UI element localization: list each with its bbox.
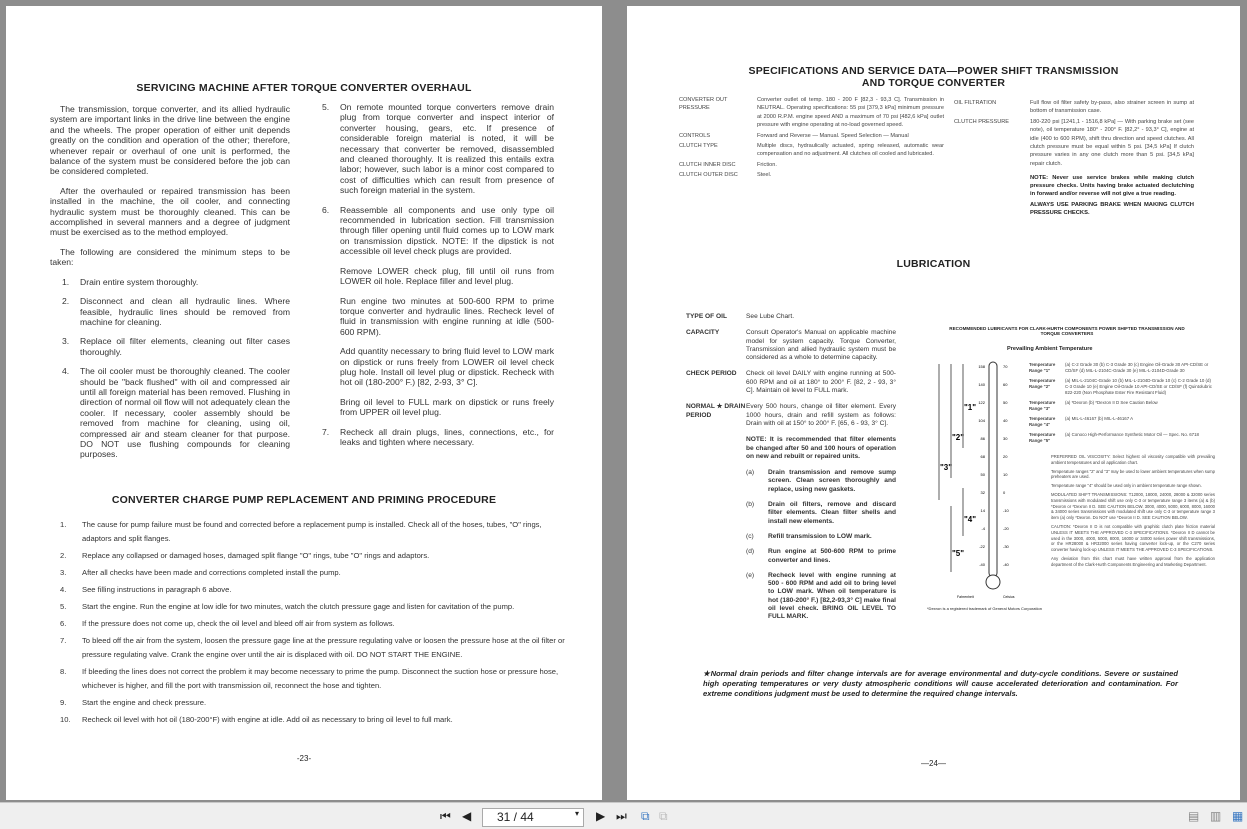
range-label: Temperature Range "4" — [1029, 416, 1056, 427]
fahrenheit-tick: 122 — [978, 400, 985, 405]
first-page-button[interactable]: ⏮ — [440, 809, 451, 823]
item-text: On remote mounted torque converters remove drain plug from torque converter and inspect interior of converter housing, gears, etc. If presence of considerable foreign material is noted, it will be necessary that converter be removed, disassembled and cleaned thoroughly. It is realized this entails extra labor; however, such labor is a minor cost compared to cost of difficulties which can result from presence of such foreign material in the system. — [340, 102, 554, 196]
list-item — [60, 566, 566, 580]
thermometer-tube — [989, 362, 997, 577]
lube-value: Every 500 hours, change oil filter element. Every 1000 hours, drain and refill system as follows: Drain with oil at 150° to 200° F. [65, 6 - 93, 3° C]. — [746, 403, 896, 427]
celsius-tick: 50 — [1003, 400, 1008, 405]
lubrication-title: LUBRICATION — [896, 258, 971, 270]
list-item — [322, 205, 554, 257]
chart-note: Any deviation from this chart must have written approval from the application department of the Clark-Hurth Components Engineering and Marketing Department. — [1051, 555, 1215, 567]
steps-left — [62, 277, 290, 460]
lube-label: CHECK PERIOD — [686, 370, 737, 378]
page-number-value: 31 / 44 — [497, 810, 534, 824]
spec-label: CLUTCH INNER DISC — [679, 161, 736, 168]
range-number: "2" — [952, 433, 965, 442]
list-item — [60, 518, 566, 546]
page-title: SPECIFICATIONS AND SERVICE DATA—POWER SHIFT TRANSMISSION — [748, 65, 1119, 77]
list-item — [62, 336, 290, 357]
item-number: 4. — [62, 366, 70, 377]
lube-step — [746, 548, 896, 565]
range-label: Temperature Range "2" — [1029, 378, 1056, 389]
chart-footnote: *Dexron is a registered trademark of General Motors Corporation — [927, 606, 1042, 611]
item-text: Drain entire system thoroughly. — [80, 276, 199, 287]
step-letter: (a) — [746, 469, 755, 477]
range-label: Temperature Range "1" — [1029, 362, 1056, 373]
item-text: If the pressure does not come up, check the oil level and bleed off air from system as follows. — [82, 619, 395, 628]
spec-label: CONVERTER OUT PRESSURE — [679, 97, 728, 112]
item-text: The cause for pump failure must be found and corrected before a replacement pump is installed. Check all of the hoses, tubes, "O" rings, adaptors and split flanges. — [82, 520, 542, 543]
lube-label: CAPACITY — [686, 329, 720, 337]
item-text: Bring oil level to FULL mark on dipstick or runs freely from UPPER oil level plug. — [340, 396, 554, 418]
temperature-range — [1029, 378, 1215, 396]
lube-step — [746, 501, 896, 526]
copy-page-icon[interactable]: ⧉ — [641, 809, 650, 823]
list-item — [62, 277, 290, 287]
paragraph: After the overhauled or repaired transmission has been installed in the machine, the oil cooler, and connecting hydraulic system must be thoroughly cleaned. This can be accomplished in several manners and a degree of judgment must be exercised as to the method employed. — [50, 185, 290, 238]
item-number: 2. — [62, 296, 70, 307]
item-text: Reassemble all components and use only type oil recommended in lubrication section. Fill transmission through filler opening until fluid comes up to LOW mark on transmission dipstick. NOTE: If the dipstick is not accessible oil level check plugs are provided. — [340, 204, 554, 257]
spec-row — [679, 96, 944, 130]
chart-note: Temperature range "4" should be used only in ambient temperature range shown. — [1051, 483, 1202, 489]
step-letter: (e) — [746, 571, 755, 579]
lube-value: Consult Operator's Manual on applicable machine model for system capacity. Torque Converter, Transmission and allied hydraulic system must be considered as a whole to determine capacity. — [746, 329, 896, 362]
spec-label: CONTROLS — [679, 132, 711, 139]
list-item — [322, 346, 554, 388]
paragraph: The transmission, torque converter, and its allied hydraulic system are important links in the drive line between the engine and the wheels. The proper operation of either unit depends greatly on the condition and operation of the other; therefore, whenever repair or overhaul of one unit is performed, the balance of the system must be considered before the job can be considered completed. — [50, 104, 290, 177]
item-number: 7. — [60, 636, 67, 645]
spec-value: Full flow oil filter safety by-pass, also strainer screen in sump at bottom of transmission case. — [1030, 100, 1194, 115]
steps-right — [322, 102, 554, 456]
continuous-view-icon[interactable]: ▥ — [1210, 809, 1222, 823]
temperature-range — [1029, 432, 1215, 444]
step-text: Recheck level with engine running at 500 - 600 RPM and add oil to bring level to LOW mark. When oil temperature is hot (180-200° F.) [82,2-93,3° C] make final oil level check. BRING OIL LEVEL TO FULL MARK. — [768, 571, 896, 621]
range-oils: (a) C-2 Grade 30 (b) C-3 Grade 30 (c) Engine Oil-Grade 30 API-CD/SE or CD/SF (d) MIL-L-2104C-Grade 30 (e) MIL-L-2104D-Grade 30 — [1065, 362, 1209, 373]
celsius-tick: 40 — [1003, 418, 1008, 423]
item-text: Replace any collapsed or damaged hoses, damaged split flange "O" rings, tube "O" rings and adaptors. — [82, 551, 430, 560]
item-text: Recheck all drain plugs, lines, connections, etc., for leaks and tighten where necessary. — [340, 426, 554, 447]
notes-block — [1030, 174, 1194, 217]
lube-label: NORMAL ★ DRAIN PERIOD — [686, 403, 746, 419]
item-text: If bleeding the lines does not correct the problem it may become necessary to prime the pump. Disconnect the suction hose or pressure hose, whichever is higher, and fill the port with transmission oil, reconnect the hose and tighten. — [82, 667, 559, 690]
item-text: Disconnect and clean all hydraulic lines. Where feasible, hydraulic lines should be removed from machine for cleaning. — [80, 296, 290, 327]
spec-label: CLUTCH TYPE — [679, 143, 718, 150]
range-oils: (a) MIL-L-46167 (b) MIL-L-46167 A — [1065, 416, 1134, 421]
chart-note: PREFERRED OIL VISCOSITY: Select highest oil viscosity compatible with prevailing ambient temperatures and oil application chart. — [1051, 454, 1215, 465]
priming-steps — [60, 518, 566, 730]
lube-row — [686, 403, 896, 428]
list-item — [62, 366, 290, 460]
viewer-toolbar — [0, 802, 1247, 829]
list-item — [60, 549, 566, 563]
range-label: Temperature Range "5" — [1029, 432, 1056, 443]
celsius-tick: -30 — [1003, 544, 1009, 549]
chart-note: Temperature ranges "2" and "3" may be used to lower ambient temperatures when sump preheaters are used. — [1051, 468, 1215, 480]
list-item — [60, 583, 566, 597]
fahrenheit-tick: -22 — [979, 544, 985, 549]
step-letter: (d) — [746, 548, 755, 556]
page-number-input[interactable] — [482, 808, 584, 827]
fahrenheit-tick: 68 — [980, 454, 985, 459]
range-list — [1029, 362, 1215, 448]
fahrenheit-tick: 158 — [978, 364, 985, 369]
spec-row — [679, 132, 944, 140]
drain-period-footnote: ★Normal drain periods and filter change intervals are for average environmental and duty-cycle conditions. Severe or sustained high operating temperatures or very dusty atmospheric conditions will cause accelerated deterioration and contamination. For extreme conditions judgment must be used to determine the required change intervals. — [703, 669, 1178, 698]
celsius-tick: -20 — [1003, 526, 1009, 531]
step-text: Drain transmission and remove sump screen. Clean screen thoroughly and replace, using new gaskets. — [768, 469, 896, 493]
lube-row — [686, 329, 896, 362]
range-oils: (a) Conoco High-Performance Synthetic Motor Oil — Spec. No. 6718 — [1065, 432, 1199, 437]
range-number: "5" — [952, 549, 965, 558]
range-number: "1" — [964, 403, 977, 412]
list-item — [322, 427, 554, 448]
item-number — [322, 266, 340, 287]
lube-note: NOTE: It is recommended that filter elements be changed after 50 and 100 hours of operation on new and rebuilt or repaired units. — [746, 436, 896, 460]
spec-label: OIL FILTRATION — [954, 100, 997, 106]
item-text: Add quantity necessary to bring fluid level to LOW mark on dipstick or runs freely from LOWER oil level check plug hole. Install oil level plug or dipstick. Recheck with hot oil (180-200° F.) [82, 2-93, 3° C]. — [340, 346, 554, 388]
chart-subtitle: Prevailing Ambient Temperature — [1007, 346, 1093, 352]
list-item — [322, 397, 554, 418]
spec-right-column — [954, 99, 1194, 217]
lube-row — [686, 313, 896, 321]
page-23 — [6, 6, 602, 800]
item-text: After all checks have been made and corrections completed install the pump. — [82, 568, 341, 577]
two-page-view-icon[interactable]: ▦ — [1232, 809, 1244, 823]
list-item — [60, 713, 566, 727]
spec-row — [679, 161, 944, 169]
range-number: "3" — [940, 463, 953, 472]
chart-note: MODULATED SHIFT TRANSMISSIONS: T12000, 18000, 24000, 28000 & 32000 series transmissions with modulated shift use only C-3 or temperature range 3 items (a) & (b) *Dexron or *Dexron II D. SEE CAUTION BELOW. 3000, 4000, 5000, 6000, 8000, 16000 & 34000 series transmissions with modulated shift use only C-3 or temperature range 3 item (a) only *Dexron. Do NOT use *Dexron II D. SEE CAUTION BELOW. — [1051, 491, 1215, 521]
range-oils: (a) *Dexron (b) *Dexron II D See Caution Below — [1065, 400, 1158, 405]
celsius-label: Celsius — [1003, 595, 1015, 599]
spec-value: Steel. — [757, 172, 772, 179]
lube-step — [746, 469, 896, 494]
next-page-button[interactable]: ▶ — [596, 809, 606, 823]
list-item — [322, 102, 554, 196]
spec-value: 180-220 psi [1241,1 - 1516,8 kPa] — With parking brake set (see note), oil temperature 180° - 200° F. [82,2° - 93,3° C], engine at idle (400 to 600 RPM), shift thru direction and speed clutches. All clutch pressure must be equal within 5 psi. [34,5 kPa] If clutch pressure varies in any one clutch more than 5 psi. [34,5 kPa] repair clutch. — [1030, 118, 1194, 167]
spec-row — [954, 99, 1194, 116]
fahrenheit-tick: 140 — [978, 382, 985, 387]
clutch-note: NOTE: Never use service brakes while making clutch pressure checks. Units having brake actuated declutching in forward and/or reverse will not give a true reading. — [1030, 175, 1194, 198]
item-text: To bleed off the air from the system, loosen the pressure gage line at the pressure regulating valve or loosen the pressure hose at the oil filter or pressure regulating valve. Crank the engine over until the air is displaced with oil. DO NOT START THE ENGINE. — [82, 636, 565, 659]
page-number: —24— — [921, 759, 946, 768]
thermometer-scale — [927, 360, 1027, 602]
item-number: 7. — [322, 426, 330, 437]
paragraph: The following are considered the minimum steps to be taken: — [50, 246, 290, 268]
list-item — [60, 634, 566, 662]
item-number — [322, 296, 340, 338]
fahrenheit-tick: 14 — [980, 508, 985, 513]
previous-page-button[interactable]: ◀ — [462, 809, 472, 823]
item-number: 4. — [60, 585, 67, 594]
fahrenheit-tick: -4 — [981, 526, 985, 531]
page-number: -23- — [296, 754, 312, 763]
spec-table-right — [954, 99, 1194, 168]
lube-value: Check oil level DAILY with engine running at 500-600 RPM and oil at 180° to 200° F. [82, 2 - 93, 3° C]. Maintain oil level to FULL mark. — [746, 370, 896, 395]
page-24 — [627, 6, 1240, 800]
range-number: "4" — [964, 515, 977, 524]
step-text: Refill transmission to LOW mark. — [768, 532, 872, 540]
list-item — [322, 266, 554, 287]
item-number: 5. — [322, 102, 330, 112]
page-title: SERVICING MACHINE AFTER TORQUE CONVERTER OVERHAUL — [136, 82, 472, 94]
thermometer-bulb — [986, 575, 1000, 589]
list-item — [60, 600, 566, 614]
chart-notes — [1051, 454, 1215, 571]
temperature-range — [1029, 400, 1215, 412]
spec-row — [679, 171, 944, 179]
range-label: Temperature Range "3" — [1029, 400, 1056, 411]
item-text: Replace oil filter elements, cleaning out filter cases thoroughly. — [80, 336, 290, 357]
chart-title: RECOMMENDED LUBRICANTS FOR CLARK-HURTH COMPONENTS POWER SHIFTED TRANSMISSION AND TORQUE CONVERTERS — [949, 326, 1185, 336]
single-page-view-icon[interactable]: ▤ — [1188, 809, 1200, 823]
celsius-tick: -40 — [1003, 562, 1009, 567]
celsius-tick: 10 — [1003, 472, 1008, 477]
spec-value: Converter outlet oil temp. 180 - 200 F [82,3 - 93,3 C]. Transmission in NEUTRAL. Operating specifications: 55 psi [379,3 kPa] minimum pressure at 2000 R.P.M. engine speed AND a maximum of 70 psi [482,6 kPa] outlet pressure with engine operating at no-load governed speed. — [757, 97, 944, 129]
item-number: 1. — [62, 276, 70, 287]
step-text: Run engine at 500-600 RPM to prime converter and lines. — [768, 548, 896, 564]
fahrenheit-tick: -40 — [979, 562, 985, 567]
item-number: 10. — [60, 715, 71, 724]
lube-value: See Lube Chart. — [746, 313, 795, 320]
item-number: 5. — [60, 602, 67, 611]
step-letter: (c) — [746, 532, 754, 540]
item-number: 9. — [60, 698, 67, 707]
item-number: 6. — [322, 204, 330, 215]
fahrenheit-label: Fahrenheit — [957, 595, 974, 599]
list-item — [322, 296, 554, 338]
item-text: Recheck oil level with hot oil (180-200°F) with engine at idle. Add oil as necessary to bring oil level to full mark. — [82, 715, 453, 724]
item-text: See filling instructions in paragraph 6 above. — [82, 585, 232, 594]
celsius-tick: -10 — [1003, 508, 1009, 513]
intro-text — [50, 104, 290, 268]
spec-row — [679, 142, 944, 159]
celsius-tick: 60 — [1003, 382, 1008, 387]
item-number: 8. — [60, 667, 67, 676]
item-text: Run engine two minutes at 500-600 RPM to prime torque converter and hydraulic lines. Recheck level of fluid in transmission with engine running at idle (500-600 RPM). — [340, 295, 554, 337]
item-number — [322, 397, 340, 418]
lube-label: TYPE OF OIL — [686, 313, 728, 320]
lube-steps-wrap — [746, 436, 896, 621]
item-text: The oil cooler must be thoroughly cleaned. The cooler should be "back flushed" with oil and compressed air until all foreign material has been removed. Flushing in direction of normal oil flow will not adequately clean the cooler. If necessary, cooler assembly should be removed from machine for cleaning, using oil, compressed air and steam cleaner for that purpose. DO NOT use flushing compounds for cleaning purposes. — [80, 366, 290, 460]
spec-value: Multiple discs, hydraulically actuated, spring released, automatic wear compensation and no adjustment. All clutches oil cooled and lubricated. — [757, 143, 944, 158]
lube-step — [746, 572, 896, 622]
list-item — [62, 296, 290, 327]
range-oils: (a) MIL-L-2104C-Grade 10 (b) MIL-L-2104D-Grade 10 (c) C-2 Grade 10 (d) C-3 Grade 10 (e) Engine Oil-Grade 10 API-CD/SE or CD/SF (f) Quintolubric 822-220 (Non Phosphate Ester Fire Resistant Fluid) — [1065, 378, 1212, 395]
item-number: 3. — [60, 568, 67, 577]
paste-page-icon[interactable]: ⧉ — [659, 809, 668, 823]
celsius-tick: 20 — [1003, 454, 1008, 459]
chart-note: CAUTION: *Dexron II D is not compatible with graphitic clutch plate friction material UNLESS IT MEETS THE APPROVED C-3 SPECIFICATIONS. *Dexron II D cannot be used in the 3000, 4000, 5000, 8000, 16000 or 34000 series power shift transmissions, or the HR28000 & HR32000 series having converter lock-up, or the C270 series converter having lock-up UNLESS IT MEETS THE APPROVED C-3 SPECIFICATIONS. — [1051, 523, 1215, 553]
spec-label: CLUTCH PRESSURE — [954, 118, 1010, 125]
list-item — [60, 696, 566, 710]
celsius-tick: 30 — [1003, 436, 1008, 441]
item-number — [322, 346, 340, 388]
lube-row — [686, 370, 896, 395]
chevron-down-icon[interactable]: ▾ — [574, 809, 579, 818]
fahrenheit-tick: 104 — [978, 418, 985, 423]
temperature-range — [1029, 362, 1215, 374]
step-text: Drain oil filters, remove and discard filter elements. Clean filter shells and install new elements. — [768, 501, 896, 525]
item-number: 3. — [62, 336, 70, 347]
list-item — [60, 665, 566, 693]
item-number: 2. — [60, 551, 67, 560]
left-column — [50, 104, 290, 469]
item-number: 6. — [60, 619, 67, 628]
spec-table-left — [679, 96, 944, 182]
spec-label: CLUTCH OUTER DISC — [679, 172, 738, 179]
item-number: 1. — [60, 520, 67, 529]
item-text: Start the engine. Run the engine at low idle for two minutes, watch the clutch pressure gage and listen for cavitation of the pump. — [82, 602, 515, 611]
lubrication-table — [686, 313, 896, 629]
spec-value: Forward and Reverse — Manual. Speed Selection — Manual — [757, 132, 909, 139]
section-title: CONVERTER CHARGE PUMP REPLACEMENT AND PRIMING PROCEDURE — [111, 494, 497, 506]
celsius-tick: 0 — [1003, 490, 1006, 495]
spec-value: Friction. — [757, 161, 777, 168]
fahrenheit-tick: 50 — [980, 472, 985, 477]
temperature-range — [1029, 416, 1215, 428]
last-page-button[interactable]: ⏭ — [616, 809, 627, 823]
lube-chart — [927, 326, 1217, 611]
celsius-tick: 70 — [1003, 364, 1008, 369]
item-text: Remove LOWER check plug, fill until oil runs from LOWER oil hole. Replace filler and level plug. — [340, 265, 554, 287]
parking-brake-note: ALWAYS USE PARKING BRAKE WHEN MAKING CLUTCH PRESSURE CHECKS. — [1030, 202, 1194, 217]
step-letter: (b) — [746, 501, 755, 509]
page-title-2: AND TORQUE CONVERTER — [861, 77, 1006, 89]
item-text: Start the engine and check pressure. — [82, 698, 207, 707]
spec-row — [954, 118, 1194, 168]
lube-step — [746, 533, 896, 541]
list-item — [60, 617, 566, 631]
fahrenheit-tick: 32 — [980, 490, 985, 495]
fahrenheit-tick: 86 — [980, 436, 985, 441]
